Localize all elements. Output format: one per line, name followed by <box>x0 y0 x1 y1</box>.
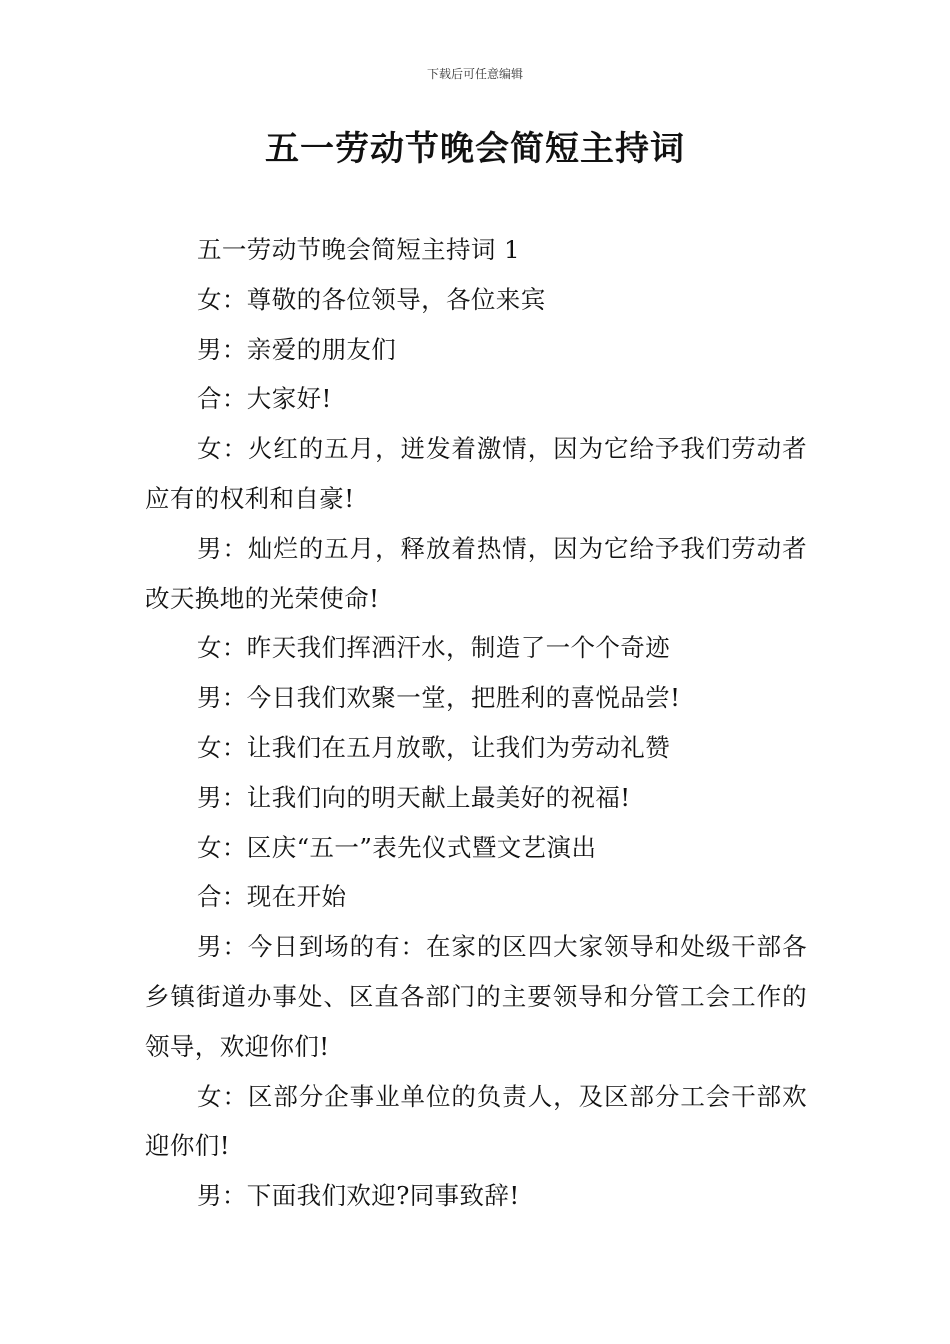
paragraph: 合：现在开始 <box>197 882 347 912</box>
paragraph: 男：让我们向的明天献上最美好的祝福! <box>197 782 631 812</box>
paragraph: 女：区庆“五一”表先仪式暨文艺演出 <box>197 832 597 862</box>
paragraph: 男：下面我们欢迎?同事致辞! <box>197 1181 520 1211</box>
document-title: 五一劳动节晚会简短主持词 <box>265 129 685 169</box>
document-body <box>145 225 807 1221</box>
paragraph: 男：灿烂的五月，释放着热情，因为它给予我们劳动者改天换地的光荣使命! <box>145 533 807 613</box>
header-note: 下载后可任意编辑 <box>426 67 523 81</box>
paragraph: 女：尊敬的各位领导，各位来宾 <box>197 284 546 314</box>
paragraph: 女：火红的五月，迸发着激情，因为它给予我们劳动者应有的权利和自豪! <box>145 434 807 513</box>
paragraph: 女：昨天我们挥洒汗水，制造了一个个奇迹 <box>197 633 671 663</box>
paragraph: 女：让我们在五月放歌，让我们为劳动礼赞 <box>197 732 671 762</box>
paragraph: 男：亲爱的朋友们 <box>197 334 397 364</box>
paragraph: 合：大家好! <box>197 384 332 414</box>
paragraph: 男：今日我们欢聚一堂，把胜利的喜悦品尝! <box>197 683 681 713</box>
paragraph: 女：区部分企事业单位的负责人，及区部分工会干部欢迎你们! <box>145 1081 807 1161</box>
paragraph-subtitle: 五一劳动节晚会简短主持词 1 <box>197 235 520 264</box>
paragraph: 男：今日到场的有：在家的区四大家领导和处级干部各乡镇街道办事处、区直各部门的主要领导和分管工会工作的领导，欢迎你们! <box>145 932 807 1061</box>
